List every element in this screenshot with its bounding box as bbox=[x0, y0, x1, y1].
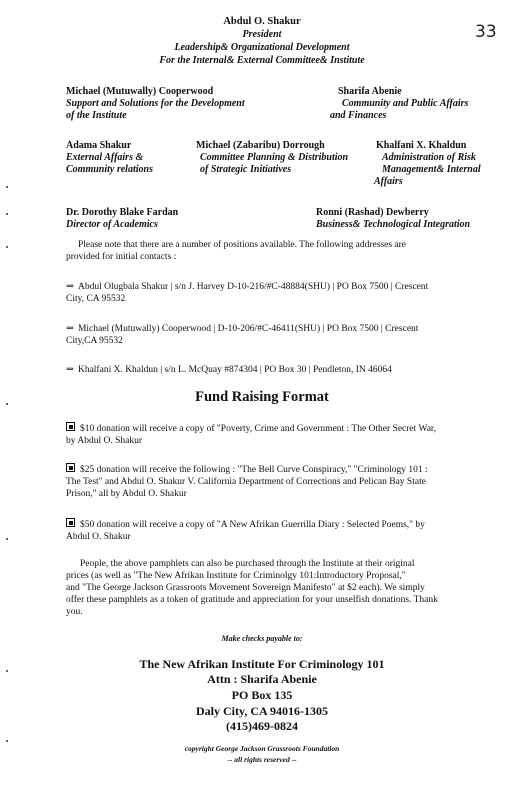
staff-role: External Affairs & bbox=[66, 152, 144, 163]
staff-cooperwood bbox=[66, 86, 245, 122]
fund-item-line: by Abdul O. Shakur bbox=[66, 436, 142, 446]
fund-item-line: Abdul O. Shakur bbox=[66, 532, 131, 542]
checkbox-icon bbox=[66, 518, 75, 527]
staff-role: Committee Planning & Distribution bbox=[200, 152, 349, 163]
staff-role: of the Institute bbox=[66, 110, 127, 121]
staff-name: Michael (Mutuwally) Cooperwood bbox=[66, 86, 214, 97]
scan-mark bbox=[6, 246, 8, 248]
closing-line: you. bbox=[66, 607, 83, 617]
staff-role: Business& Technological Integration bbox=[316, 219, 471, 230]
staff-role: Director of Academics bbox=[66, 219, 158, 230]
contact-line: City,CA 95532 bbox=[66, 336, 123, 346]
fund-raising-title: Fund Raising Format bbox=[195, 389, 329, 405]
staff-name: Adama Shakur bbox=[66, 140, 132, 151]
staff-abenie bbox=[330, 86, 469, 122]
contact-line: Abdul Olugbala Shakur | s/n J. Harvey D-10-216/#C-48884(SHU) | PO Box 7500 | Crescent bbox=[77, 282, 429, 292]
intro-line: provided for initial contacts : bbox=[66, 252, 177, 262]
staff-khaldun bbox=[376, 140, 481, 188]
staff-name: Ronni (Rashad) Dewberry bbox=[316, 207, 429, 218]
staff-fardan bbox=[66, 207, 178, 231]
page-number: 33 bbox=[475, 22, 497, 42]
staff-role: Community relations bbox=[66, 164, 153, 175]
rights-line: -- all rights reserved -- bbox=[227, 755, 297, 764]
fund-item-line: $10 donation will receive a copy of "Poverty, Crime and Government : The Other Secret War, bbox=[80, 424, 437, 434]
scan-mark bbox=[6, 186, 8, 188]
department-line-1: Leadership& Organizational Development bbox=[174, 42, 350, 53]
fund-item-25 bbox=[66, 463, 512, 500]
payee-city: Daly City, CA 94016-1305 bbox=[196, 704, 328, 718]
intro-paragraph bbox=[66, 239, 506, 263]
checkbox-icon bbox=[66, 463, 75, 472]
president-role: President bbox=[242, 29, 282, 40]
contact-line: Khalfani X. Khaldun | s/n L. McQuay #874304 | PO Box 30 | Pendleton, IN 46064 bbox=[77, 365, 392, 375]
fund-item-10 bbox=[66, 422, 512, 447]
payee-attn: Attn : Sharifa Abenie bbox=[207, 672, 317, 686]
staff-role: Administration of Risk bbox=[382, 152, 476, 163]
closing-line: People, the above pamphlets can also be purchased through the Institute at their original bbox=[80, 559, 415, 569]
closing-line: prices (as well as "The New Afrikan Institute for Criminolgy 101:Introductory Proposal," bbox=[66, 571, 406, 581]
contact-2 bbox=[66, 323, 506, 347]
arrow-icon: ⇒ bbox=[66, 365, 74, 375]
staff-role: of Strategic Initiatives bbox=[200, 164, 292, 175]
contact-1 bbox=[66, 281, 506, 305]
payee-pobox: PO Box 135 bbox=[231, 688, 293, 702]
checkbox-icon bbox=[66, 422, 75, 431]
staff-role: Affairs bbox=[374, 176, 403, 187]
contact-3 bbox=[66, 364, 506, 376]
scan-mark bbox=[6, 538, 8, 540]
staff-role: and Finances bbox=[330, 110, 387, 121]
closing-line: offer these pamphlets as a token of gratitude and appreciation for your unselfish donations. Thank bbox=[66, 595, 438, 605]
department-line-2: For the Internal& External Committee& Institute bbox=[159, 55, 365, 66]
arrow-icon: ⇒ bbox=[66, 324, 74, 334]
payee-phone: (415)469-0824 bbox=[226, 719, 298, 733]
intro-line: Please note that there are a number of positions available. The following addresses are bbox=[78, 240, 406, 250]
payable-note: Make checks payable to: bbox=[221, 634, 303, 643]
staff-adama bbox=[66, 140, 153, 176]
staff-name: Dr. Dorothy Blake Fardan bbox=[66, 207, 179, 218]
staff-role: Management& Internal bbox=[382, 164, 481, 175]
fund-item-line: $50 donation will receive a copy of "A New Afrikan Guerrilla Diary : Selected Poems," by bbox=[80, 520, 425, 530]
fund-item-line: $25 donation will receive the following : "The Bell Curve Conspiracy," "Criminology 101 : bbox=[80, 465, 428, 475]
staff-role: Community and Public Affairs bbox=[342, 98, 469, 109]
contact-line: Michael (Mutuwally) Cooperwood | D-10-206/#C-46411(SHU) | PO Box 7500 | Crescent bbox=[77, 324, 419, 334]
fund-item-line: Prison," all by Abdul O. Shakur bbox=[66, 489, 187, 499]
payee-name: The New Afrikan Institute For Criminology 101 bbox=[139, 657, 385, 671]
arrow-icon: ⇒ bbox=[66, 282, 74, 292]
copyright-line: copyright George Jackson Grassroots Foundation bbox=[184, 744, 340, 753]
staff-role: Support and Solutions for the Development bbox=[66, 98, 245, 109]
president-name: Abdul O. Shakur bbox=[223, 16, 301, 27]
scan-mark bbox=[6, 740, 8, 742]
staff-name: Sharifa Abenie bbox=[338, 86, 402, 97]
closing-paragraph bbox=[66, 558, 512, 618]
fund-item-50 bbox=[66, 518, 512, 543]
staff-name: Michael (Zabaribu) Dorrough bbox=[196, 140, 325, 151]
fund-item-line: The Test" and Abdul O. Shakur V. California Department of Corrections and Pelican Bay State bbox=[66, 477, 426, 487]
closing-line: and "The George Jackson Grassroots Movement Sovereign Manifesto" at $2 each). We simply bbox=[66, 583, 425, 593]
staff-name: Khalfani X. Khaldun bbox=[376, 140, 467, 151]
staff-dewberry bbox=[316, 207, 470, 231]
staff-dorrough bbox=[196, 140, 348, 176]
contact-line: City, CA 95532 bbox=[66, 294, 126, 304]
scan-mark bbox=[6, 213, 8, 215]
